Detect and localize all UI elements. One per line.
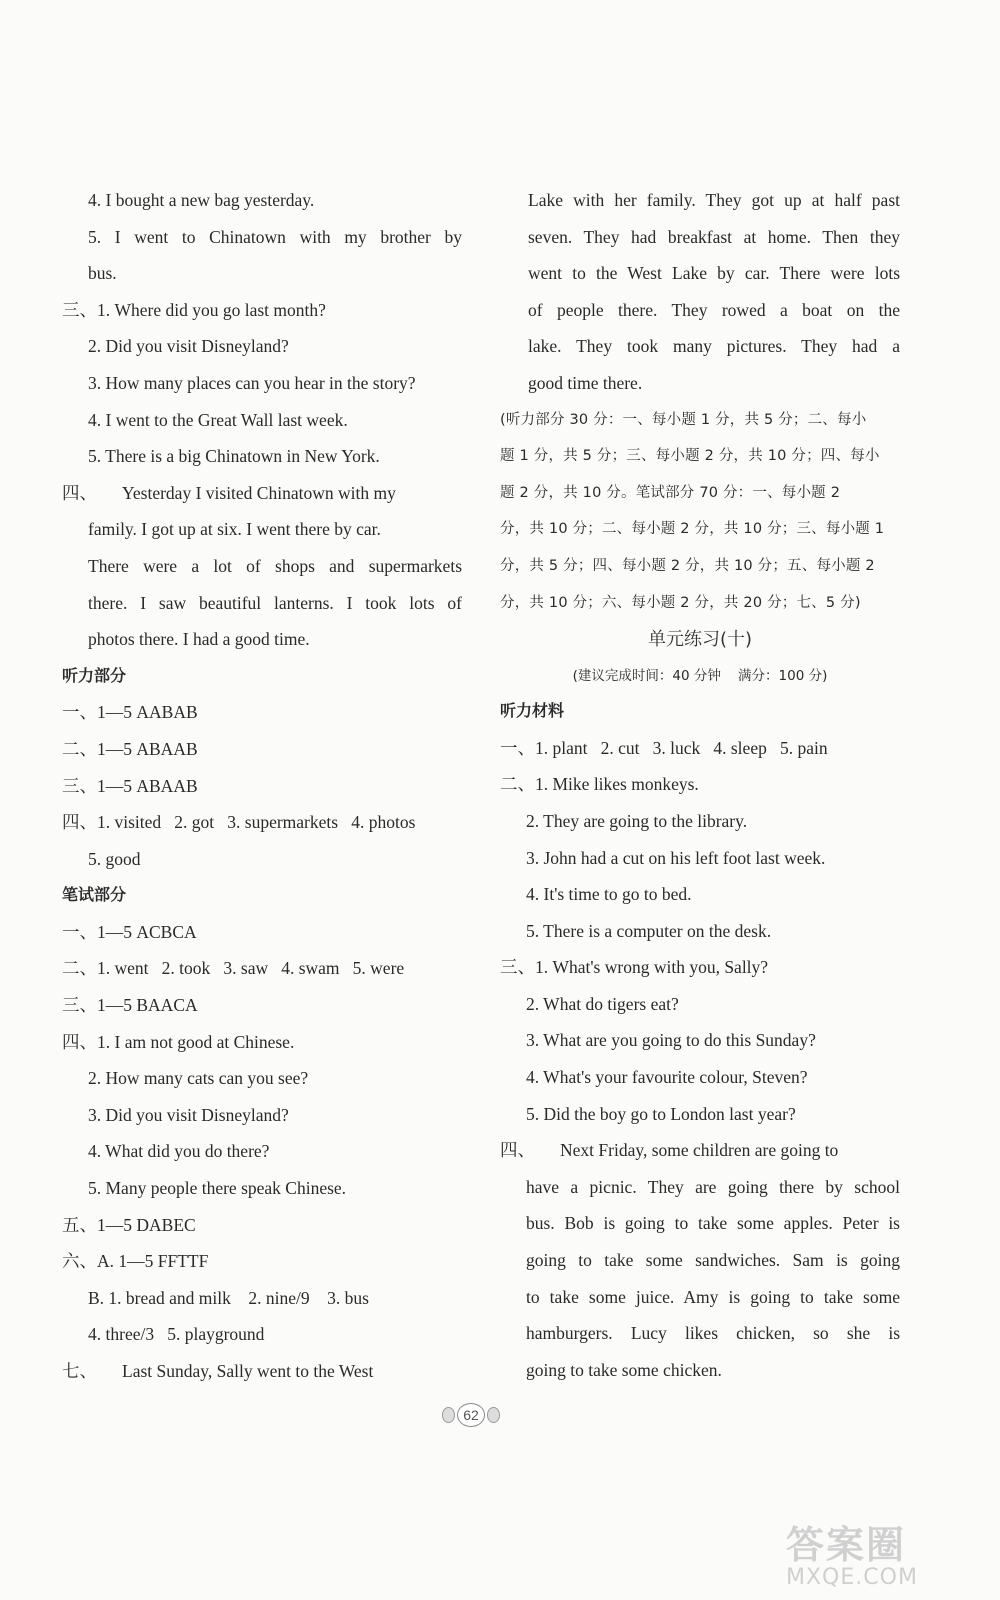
passage-text: Yesterday I visited Chinatown with my bbox=[122, 482, 396, 503]
answer-line: 5. I went to Chinatown with my brother by bbox=[88, 226, 462, 247]
listening-heading: 听力部分 bbox=[62, 665, 127, 685]
answer-line: 六、A. 1—5 FFTTF bbox=[62, 1251, 209, 1272]
answer-line: 四、1. I am not good at Chinese. bbox=[62, 1031, 295, 1052]
section-3-q1 bbox=[62, 292, 462, 329]
answer-line: bus. bbox=[88, 263, 117, 284]
passage-line: Lake with her family. They got up at half past bbox=[528, 190, 900, 210]
question-line: 2. Did you visit Disneyland? bbox=[88, 336, 289, 357]
watermark-url: MXQE.COM bbox=[786, 1565, 918, 1590]
question-line: 4. I went to the Great Wall last week. bbox=[88, 409, 348, 430]
section-marker: 四、 bbox=[500, 1140, 535, 1161]
ball-decoration-icon bbox=[442, 1407, 455, 1423]
answer-line: 一、1—5 ACBCA bbox=[62, 921, 197, 942]
unit-subtitle: (建议完成时间：40 分钟 满分：100 分) bbox=[572, 668, 828, 685]
passage-line: there. I saw beautiful lanterns. I took lots of bbox=[88, 592, 462, 613]
answer-line: 三、1—5 BAACA bbox=[62, 995, 198, 1016]
passage-text: Last Sunday, Sally went to the West bbox=[122, 1361, 374, 1381]
passage-line: photos there. I had a good time. bbox=[88, 629, 310, 650]
section-marker: 四、 bbox=[62, 482, 97, 503]
left-column bbox=[62, 182, 462, 1390]
answer-line: 一、1—5 AABAB bbox=[62, 702, 198, 723]
question-line: 5. There is a big Chinatown in New York. bbox=[88, 446, 380, 467]
material-line: 4. What's your favourite colour, Steven? bbox=[526, 1067, 808, 1088]
passage-line: to take some juice. Amy is going to take some bbox=[526, 1286, 900, 1307]
material-line: 2. They are going to the library. bbox=[526, 810, 748, 831]
page-number bbox=[440, 1397, 502, 1433]
passage-line: hamburgers. Lucy likes chicken, so she is bbox=[526, 1323, 900, 1344]
section-4-passage-start bbox=[62, 475, 462, 512]
material-line: 3. What are you going to do this Sunday? bbox=[526, 1030, 816, 1051]
answer-line: 二、1—5 ABAAB bbox=[62, 738, 198, 759]
passage-text: Next Friday, some children are going to bbox=[560, 1140, 839, 1161]
passage-line: good time there. bbox=[528, 372, 643, 393]
passage-line: bus. Bob is going to take some apples. Peter is bbox=[526, 1213, 900, 1234]
score-note: (听力部分 30 分：一、每小题 1 分，共 5 分；二、每小 bbox=[500, 411, 867, 428]
passage-line: of people there. They rowed a boat on the bbox=[528, 299, 900, 320]
material-line: 4. It's time to go to bed. bbox=[526, 884, 692, 905]
material-line: 二、1. Mike likes monkeys. bbox=[500, 774, 699, 795]
answer-line: 2. How many cats can you see? bbox=[88, 1068, 309, 1089]
answer-line: B. 1. bread and milk 2. nine/9 3. bus bbox=[88, 1287, 369, 1308]
material-line: 三、1. What's wrong with you, Sally? bbox=[500, 957, 769, 978]
question-text: 1. Where did you go last month? bbox=[97, 299, 326, 320]
answer-line: 4. What did you do there? bbox=[88, 1141, 270, 1162]
passage-line: have a picnic. They are going there by school bbox=[526, 1176, 900, 1197]
passage-line: going to take some sandwiches. Sam is going bbox=[526, 1250, 900, 1271]
passage-line: family. I got up at six. I went there by car. bbox=[88, 519, 381, 540]
passage-line: went to the West Lake by car. There were lots bbox=[528, 263, 900, 284]
watermark-logo: 答案圈 bbox=[786, 1523, 907, 1567]
passage-line: seven. They had breakfast at home. Then they bbox=[528, 226, 900, 247]
material-line: 一、1. plant 2. cut 3. luck 4. sleep 5. pain bbox=[500, 737, 828, 758]
material-line: 5. Did the boy go to London last year? bbox=[526, 1103, 796, 1124]
score-note: 分，共 5 分；四、每小题 2 分，共 10 分；五、每小题 2 bbox=[500, 557, 875, 574]
answer-line: 二、1. went 2. took 3. saw 4. swam 5. were bbox=[62, 958, 405, 979]
score-note: 题 1 分，共 5 分；三、每小题 2 分，共 10 分；四、每小 bbox=[500, 448, 880, 465]
material-line: 3. John had a cut on his left foot last week. bbox=[526, 847, 826, 868]
answer-line: 五、1—5 DABEC bbox=[62, 1214, 196, 1235]
answer-line: 四、1. visited 2. got 3. supermarkets 4. photos bbox=[62, 812, 416, 833]
right-column bbox=[500, 182, 900, 1388]
answer-line: 4. I bought a new bag yesterday. bbox=[88, 190, 315, 210]
answer-line: 5. good bbox=[88, 848, 141, 869]
section-7-passage-start bbox=[62, 1353, 462, 1390]
section-4-material-start bbox=[500, 1132, 900, 1169]
score-note: 分，共 10 分；二、每小题 2 分，共 10 分；三、每小题 1 bbox=[500, 521, 885, 538]
score-note: 题 2 分，共 10 分。笔试部分 70 分：一、每小题 2 bbox=[500, 484, 841, 501]
answer-line: 4. three/3 5. playground bbox=[88, 1324, 265, 1345]
passage-line: going to take some chicken. bbox=[526, 1359, 722, 1380]
watermark bbox=[786, 1514, 986, 1594]
material-line: 5. There is a computer on the desk. bbox=[526, 920, 772, 941]
section-marker: 三、 bbox=[62, 299, 97, 320]
answer-line: 5. Many people there speak Chinese. bbox=[88, 1178, 347, 1199]
unit-title: 单元练习(十) bbox=[647, 629, 753, 651]
answer-line: 3. Did you visit Disneyland? bbox=[88, 1104, 289, 1125]
score-note: 分，共 10 分；六、每小题 2 分，共 20 分；七、5 分) bbox=[500, 594, 861, 611]
page-number-badge: 62 bbox=[457, 1403, 485, 1427]
written-heading: 笔试部分 bbox=[62, 885, 127, 905]
answer-line: 三、1—5 ABAAB bbox=[62, 775, 198, 796]
material-line: 2. What do tigers eat? bbox=[526, 993, 679, 1014]
section-marker: 七、 bbox=[62, 1361, 97, 1381]
ball-decoration-icon bbox=[487, 1407, 500, 1423]
question-line: 3. How many places can you hear in the story? bbox=[88, 372, 416, 393]
passage-line: lake. They took many pictures. They had a bbox=[528, 336, 900, 357]
passage-line: There were a lot of shops and supermarkets bbox=[88, 555, 462, 576]
materials-heading: 听力材料 bbox=[500, 701, 565, 721]
